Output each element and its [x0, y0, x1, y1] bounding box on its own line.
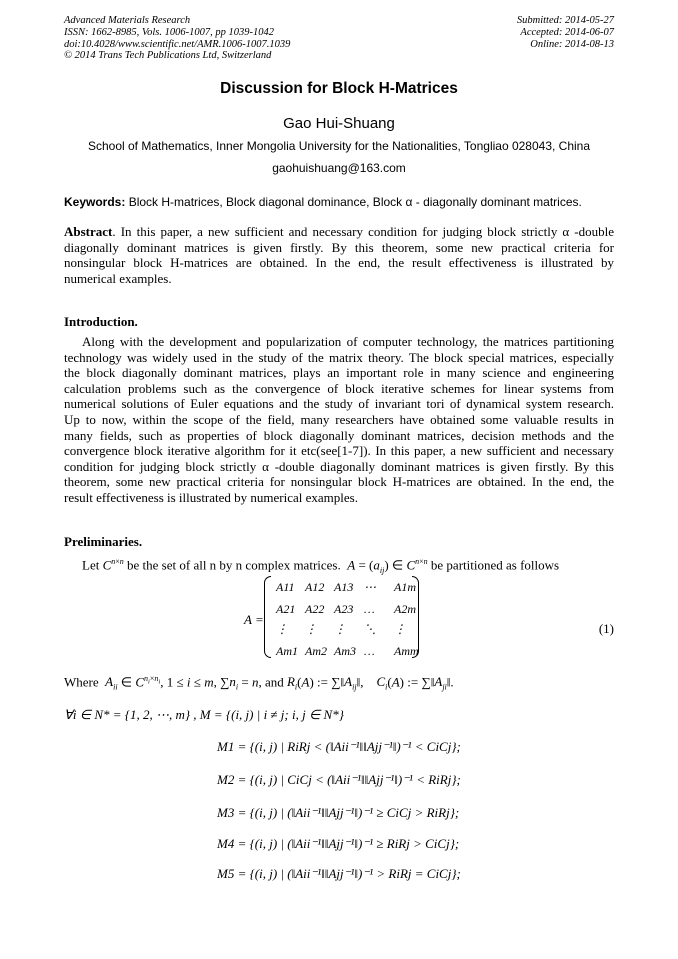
paper-title: Discussion for Block H-Matrices: [220, 80, 458, 97]
submitted-date: Submitted: 2014-05-27: [516, 15, 614, 26]
matrix-entry: A12: [305, 580, 325, 594]
abstract-label: Abstract: [64, 224, 113, 239]
preliminaries-first-line: Let $C^{n\times n}$ be the set of all n by n complex matrices. $A = (a_{ij})$ ∈ $C^{n\times n}$ be partitioned as follows: [82, 557, 560, 575]
matrix-entry: ⋮: [276, 622, 288, 636]
matrix-entry: Am2: [305, 644, 327, 658]
online-date: Online: 2014-08-13: [530, 38, 614, 50]
journal-name: Advanced Materials Research: [64, 15, 191, 26]
journal-header-left: [64, 15, 290, 62]
copyright-line: © 2014 Trans Tech Publications Ltd, Switzerland: [64, 50, 272, 62]
index-set-line: ∀i ∈ N* = {1, 2, ⋯, m} , M = {(i, j) | i ≠ j; i, j ∈ N*}: [64, 707, 344, 722]
set-m1: M1 = {(i, j) | RiRj < (‖Aii⁻¹‖‖Ajj⁻¹‖)⁻¹ < CiCj};: [217, 739, 461, 754]
matrix-entry: A1m: [394, 580, 416, 594]
matrix-entry: Amm: [394, 644, 419, 658]
intro-line: technology was widely used in the study of the matrix theory. The block special matrices, especially: [64, 349, 614, 365]
matrix-entry: A23: [334, 602, 354, 616]
issn-line: ISSN: 1662-8985, Vols. 1006-1007, pp 1039-1042: [64, 26, 274, 38]
keywords-text: Block H-matrices, Block diagonal dominance, Block α - diagonally dominant matrices.: [128, 195, 582, 209]
doi-line: doi:10.4028/www.scientific.net/AMR.1006-1007.1039: [64, 38, 291, 50]
intro-line: convergence block iterative algorithm for it etc(see[1-7]). In this paper, a new sufficient and necessary: [64, 443, 614, 459]
abstract-line: nonsingular block H-matrices are obtained. In the end, the result effectiveness is illustrated by: [64, 255, 614, 271]
author-email[interactable]: gaohuishuang@163.com: [272, 161, 406, 175]
matrix-entry: Am3: [334, 644, 356, 658]
set-m3: M3 = {(i, j) | (‖Aii⁻¹‖‖Ajj⁻¹‖)⁻¹ ≥ CiCj > RiRj};: [217, 805, 460, 820]
matrix-entry: Am1: [276, 644, 298, 658]
author-name: Gao Hui-Shuang: [283, 115, 395, 132]
matrix-entry: ⋮: [305, 622, 317, 636]
abstract-line: numerical examples.: [64, 270, 172, 286]
set-m4: M4 = {(i, j) | (‖Aii⁻¹‖‖Ajj⁻¹‖)⁻¹ ≥ RiRj > CiCj};: [217, 836, 460, 851]
intro-line: Along with the development and popularization of computer technology, the matrices partitioning: [82, 334, 614, 349]
accepted-date: Accepted: 2014-06-07: [520, 26, 614, 38]
intro-line: theorem, some new practical criteria for nonsingular block H-matrices are obtained. In the end, the: [64, 474, 614, 490]
introduction-body: [64, 334, 614, 506]
intro-line: many fields, such as properties of block diagonally dominant matrices, decision methods and the: [64, 427, 614, 443]
keywords: [64, 195, 624, 209]
intro-line: numerical solutions of Euler equations and the study of invariant tori of dynamical system research.: [64, 396, 614, 412]
matrix-label: A =: [244, 612, 264, 627]
abstract: [64, 224, 614, 286]
journal-header-right: [517, 15, 614, 50]
intro-line: condition for judging block strictly α -double diagonally dominant matrices is given firstly. By this: [64, 458, 614, 474]
abstract-line: . In this paper, a new sufficient and necessary condition for judging block strictly α -double: [112, 224, 614, 239]
matrix-left-bracket: [264, 576, 271, 658]
equation-number: (1): [598, 621, 614, 636]
matrix-entry: A11: [276, 580, 295, 594]
matrix-entry: A2m: [394, 602, 416, 616]
matrix-entry: …: [364, 602, 375, 616]
intro-line: Up to now, within the scope of the field, many researchers have obtained some valuable results in: [64, 411, 614, 427]
where-line: Where $A_{ii}$ ∈ $C^{n_i\times n_i}$, 1 ≤ i ≤ m, $\sum n_i = n$, and $R_i(A)$ := $\sum‖A_{ij}‖$, $C_i(A)$ := $\sum‖A_{ji}‖$.: [64, 674, 454, 692]
abstract-line: diagonally dominant matrices is given firstly. By this theorem, some new practical criteria for: [64, 239, 614, 255]
intro-line: result effectiveness is illustrated by numerical examples.: [64, 489, 358, 505]
intro-line: calculation problems such as the convergence of block iterative schemes for linear systems from: [64, 380, 614, 396]
affiliation: School of Mathematics, Inner Mongolia University for the Nationalities, Tongliao 028043, China: [87, 139, 591, 153]
matrix-entry: ⋮: [394, 622, 406, 636]
keywords-label: Keywords:: [64, 195, 126, 209]
intro-line: the block diagonally dominant matrices, plays an important role in many science and engineering: [64, 365, 614, 381]
set-m2: M2 = {(i, j) | CiCj < (‖Aii⁻¹‖‖Ajj⁻¹‖)⁻¹ < RiRj};: [217, 772, 461, 787]
matrix-entry: A13: [334, 580, 354, 594]
matrix-entry: …: [364, 644, 375, 658]
matrix-entry: ⋱: [364, 622, 376, 636]
matrix-entry: ⋯: [364, 580, 376, 594]
set-m5: M5 = {(i, j) | (‖Aii⁻¹‖‖Ajj⁻¹‖)⁻¹ > RiRj = CiCj};: [217, 866, 461, 881]
preliminaries-heading: Preliminaries.: [64, 534, 143, 549]
matrix-entry: A21: [276, 602, 296, 616]
matrix-entry: ⋮: [334, 622, 346, 636]
matrix-entry: A22: [305, 602, 325, 616]
introduction-heading: Introduction.: [64, 314, 138, 329]
